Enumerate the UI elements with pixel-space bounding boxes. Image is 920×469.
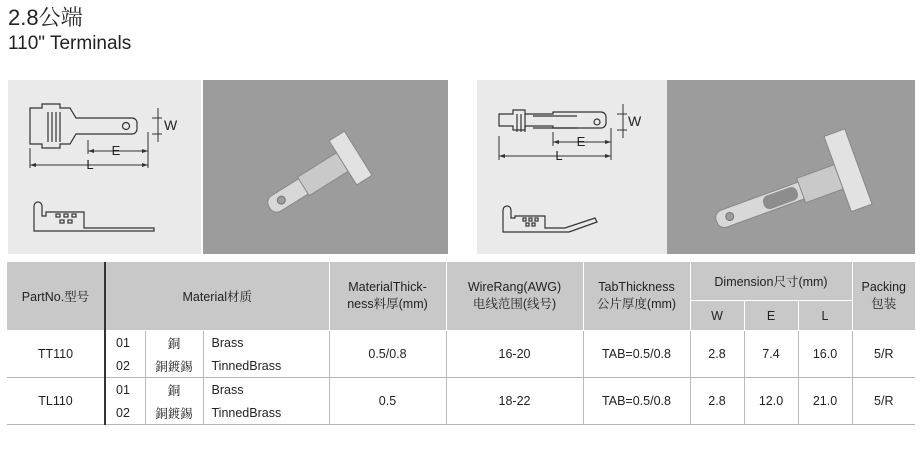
part-no-cell: TT110: [7, 331, 105, 378]
tab-thickness-cell: TAB=0.5/0.8: [583, 331, 690, 378]
wire-range-cell: 16-20: [446, 331, 583, 378]
tt110-drawing: [8, 80, 201, 254]
header-packing: [852, 262, 915, 331]
dim-label-l: L: [555, 148, 563, 163]
material-code: 02: [105, 354, 145, 378]
header-dimension: Dimension尺寸(mm): [690, 262, 852, 301]
tab-thickness-cell: TAB=0.5/0.8: [583, 378, 690, 425]
material-code: 01: [105, 378, 145, 402]
dim-l-cell: 16.0: [798, 331, 852, 378]
material-code: 02: [105, 401, 145, 425]
part-no-cell: TL110: [7, 378, 105, 425]
thickness-cell: 0.5/0.8: [329, 331, 446, 378]
material-en: TinnedBrass: [203, 401, 329, 425]
header-dim-l: L: [798, 301, 852, 331]
header-part-no: PartNo.型号: [7, 262, 105, 331]
header-dim-e: E: [744, 301, 798, 331]
dim-label-e: E: [111, 143, 121, 158]
page-title: 2.8公端: [8, 5, 83, 30]
header-thickness-line2: ness料厚(mm): [347, 297, 428, 311]
page-subtitle: 110" Terminals: [8, 33, 132, 54]
dim-e-cell: 7.4: [744, 331, 798, 378]
material-en: TinnedBrass: [203, 354, 329, 378]
dim-label-w: W: [164, 117, 178, 133]
packing-cell: 5/R: [852, 331, 915, 378]
table-row: [7, 331, 915, 355]
table-row: [7, 378, 915, 402]
dim-label-l: L: [86, 157, 94, 172]
dim-label-e: E: [576, 134, 586, 149]
tl110-drawing: [477, 80, 667, 254]
wire-range-cell: 18-22: [446, 378, 583, 425]
header-wire-line1: WireRang(AWG): [467, 280, 562, 294]
header-wire-range: [446, 262, 583, 331]
header-tab-line1: TabThickness: [598, 280, 675, 294]
tt110-photo: [203, 80, 448, 254]
header-tab-thickness: [583, 262, 690, 331]
packing-cell: 5/R: [852, 378, 915, 425]
dim-w-cell: 2.8: [690, 331, 744, 378]
material-code: 01: [105, 331, 145, 355]
dim-e-cell: 12.0: [744, 378, 798, 425]
header-thickness: [329, 262, 446, 331]
header-thickness-line1: MaterialThick-: [348, 280, 427, 294]
material-cn: 銅: [145, 331, 203, 355]
header-packing-line2: 包装: [871, 297, 897, 311]
header-tab-line2: 公片厚度(mm): [596, 297, 677, 311]
spec-table: [7, 262, 915, 425]
header-wire-line2: 电线范围(线号): [472, 297, 557, 311]
material-en: Brass: [203, 378, 329, 402]
tl110-photo: [667, 80, 915, 254]
material-cn: 銅鍍錫: [145, 401, 203, 425]
header-packing-line1: Packing: [861, 280, 906, 294]
dim-label-w: W: [628, 113, 642, 129]
dim-l-cell: 21.0: [798, 378, 852, 425]
header-dim-w: W: [690, 301, 744, 331]
thickness-cell: 0.5: [329, 378, 446, 425]
dim-w-cell: 2.8: [690, 378, 744, 425]
material-cn: 銅鍍錫: [145, 354, 203, 378]
header-material: Material材质: [105, 262, 329, 331]
material-en: Brass: [203, 331, 329, 355]
material-cn: 銅: [145, 378, 203, 402]
